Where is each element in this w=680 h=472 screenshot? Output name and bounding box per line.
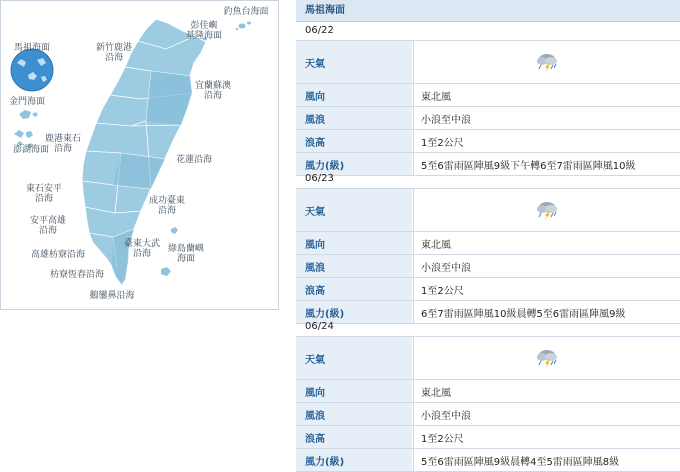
day-block-3	[296, 318, 680, 472]
row-value: 1至2公尺	[413, 278, 680, 300]
matsu-region[interactable]	[11, 49, 53, 91]
wave-row	[296, 107, 680, 130]
label-yilan[interactable]: 宜蘭蘇澳 沿海	[194, 81, 232, 101]
row-value: 東北風	[413, 380, 680, 402]
rain-cloud-icon	[534, 51, 560, 73]
label-kaohsiung[interactable]: 高雄枋寮沿海	[30, 250, 86, 260]
date-label: 06/23	[296, 170, 680, 189]
row-value: 東北風	[413, 232, 680, 254]
row-key: 浪高	[296, 130, 412, 152]
row-key: 風力(級)	[296, 301, 412, 323]
row-key: 風向	[296, 380, 412, 402]
row-value: 小浪至中浪	[413, 255, 680, 277]
weather-key: 天氣	[296, 41, 412, 83]
wind-force-row	[296, 449, 680, 472]
label-ludao[interactable]: 綠島蘭嶼 海面	[167, 244, 205, 264]
row-value: 小浪至中浪	[413, 107, 680, 129]
row-value: 1至2公尺	[413, 130, 680, 152]
marine-forecast-map	[0, 0, 279, 310]
diaoyutai-region[interactable]	[236, 22, 252, 31]
row-value: 5至6雷雨區陣風9級下午轉6至7雷雨區陣風10級	[413, 153, 680, 175]
row-key: 風力(級)	[296, 449, 412, 471]
row-value: 1至2公尺	[413, 426, 680, 448]
weather-row	[296, 337, 680, 380]
label-penghu[interactable]: 澎湖海面	[12, 145, 50, 155]
row-key: 浪高	[296, 426, 412, 448]
row-key: 風浪	[296, 255, 412, 277]
label-lukang[interactable]: 鹿港東石 沿海	[44, 134, 82, 154]
label-fangliao[interactable]: 枋寮恆春沿海	[49, 270, 105, 280]
label-taitung[interactable]: 臺東大武 沿海	[123, 239, 161, 259]
label-kinmen[interactable]: 金門海面	[8, 97, 46, 107]
wave-row	[296, 403, 680, 426]
weather-row	[296, 189, 680, 232]
label-eluanbi[interactable]: 鵝鑾鼻沿海	[89, 291, 135, 301]
row-key: 風浪	[296, 403, 412, 425]
row-key: 風向	[296, 84, 412, 106]
label-diaoyutai[interactable]: 釣魚台海面	[223, 7, 269, 17]
weather-row	[296, 41, 680, 84]
row-value: 東北風	[413, 84, 680, 106]
label-matsu[interactable]: 馬祖海面	[13, 43, 51, 53]
wave-height-row	[296, 130, 680, 153]
rain-cloud-icon	[534, 347, 560, 369]
row-value: 小浪至中浪	[413, 403, 680, 425]
weather-key: 天氣	[296, 189, 412, 231]
row-key: 風浪	[296, 107, 412, 129]
wind-direction-row	[296, 84, 680, 107]
row-key: 浪高	[296, 278, 412, 300]
label-hsinchu[interactable]: 新竹鹿港 沿海	[95, 43, 133, 63]
wave-height-row	[296, 426, 680, 449]
wave-row	[296, 255, 680, 278]
weather-key: 天氣	[296, 337, 412, 379]
area-title: 馬祖海面	[296, 0, 680, 22]
weather-value	[413, 189, 680, 231]
wind-direction-row	[296, 380, 680, 403]
label-dongshi[interactable]: 東石安平 沿海	[25, 184, 63, 204]
weather-value	[413, 337, 680, 379]
wave-height-row	[296, 278, 680, 301]
row-key: 風向	[296, 232, 412, 254]
rain-cloud-icon	[534, 199, 560, 221]
label-pengjia-keelung[interactable]: 彭佳嶼 基隆海面	[185, 21, 223, 41]
weather-value	[413, 41, 680, 83]
label-hualien[interactable]: 花蓮沿海	[175, 155, 213, 165]
day-block-2	[296, 170, 680, 324]
label-anping[interactable]: 安平高雄 沿海	[29, 216, 67, 236]
label-chenggong[interactable]: 成功臺東 沿海	[148, 196, 186, 216]
row-key: 風力(級)	[296, 153, 412, 175]
wind-direction-row	[296, 232, 680, 255]
row-value: 5至6雷雨區陣風9級晨轉4至5雷雨區陣風8級	[413, 449, 680, 471]
date-label: 06/24	[296, 318, 680, 337]
date-label: 06/22	[296, 22, 680, 41]
kinmen-region[interactable]	[19, 110, 38, 119]
day-block-1	[296, 22, 680, 176]
row-value: 6至7雷雨區陣風10級晨轉5至6雷雨區陣風9級	[413, 301, 680, 323]
forecast-panel	[296, 0, 680, 468]
